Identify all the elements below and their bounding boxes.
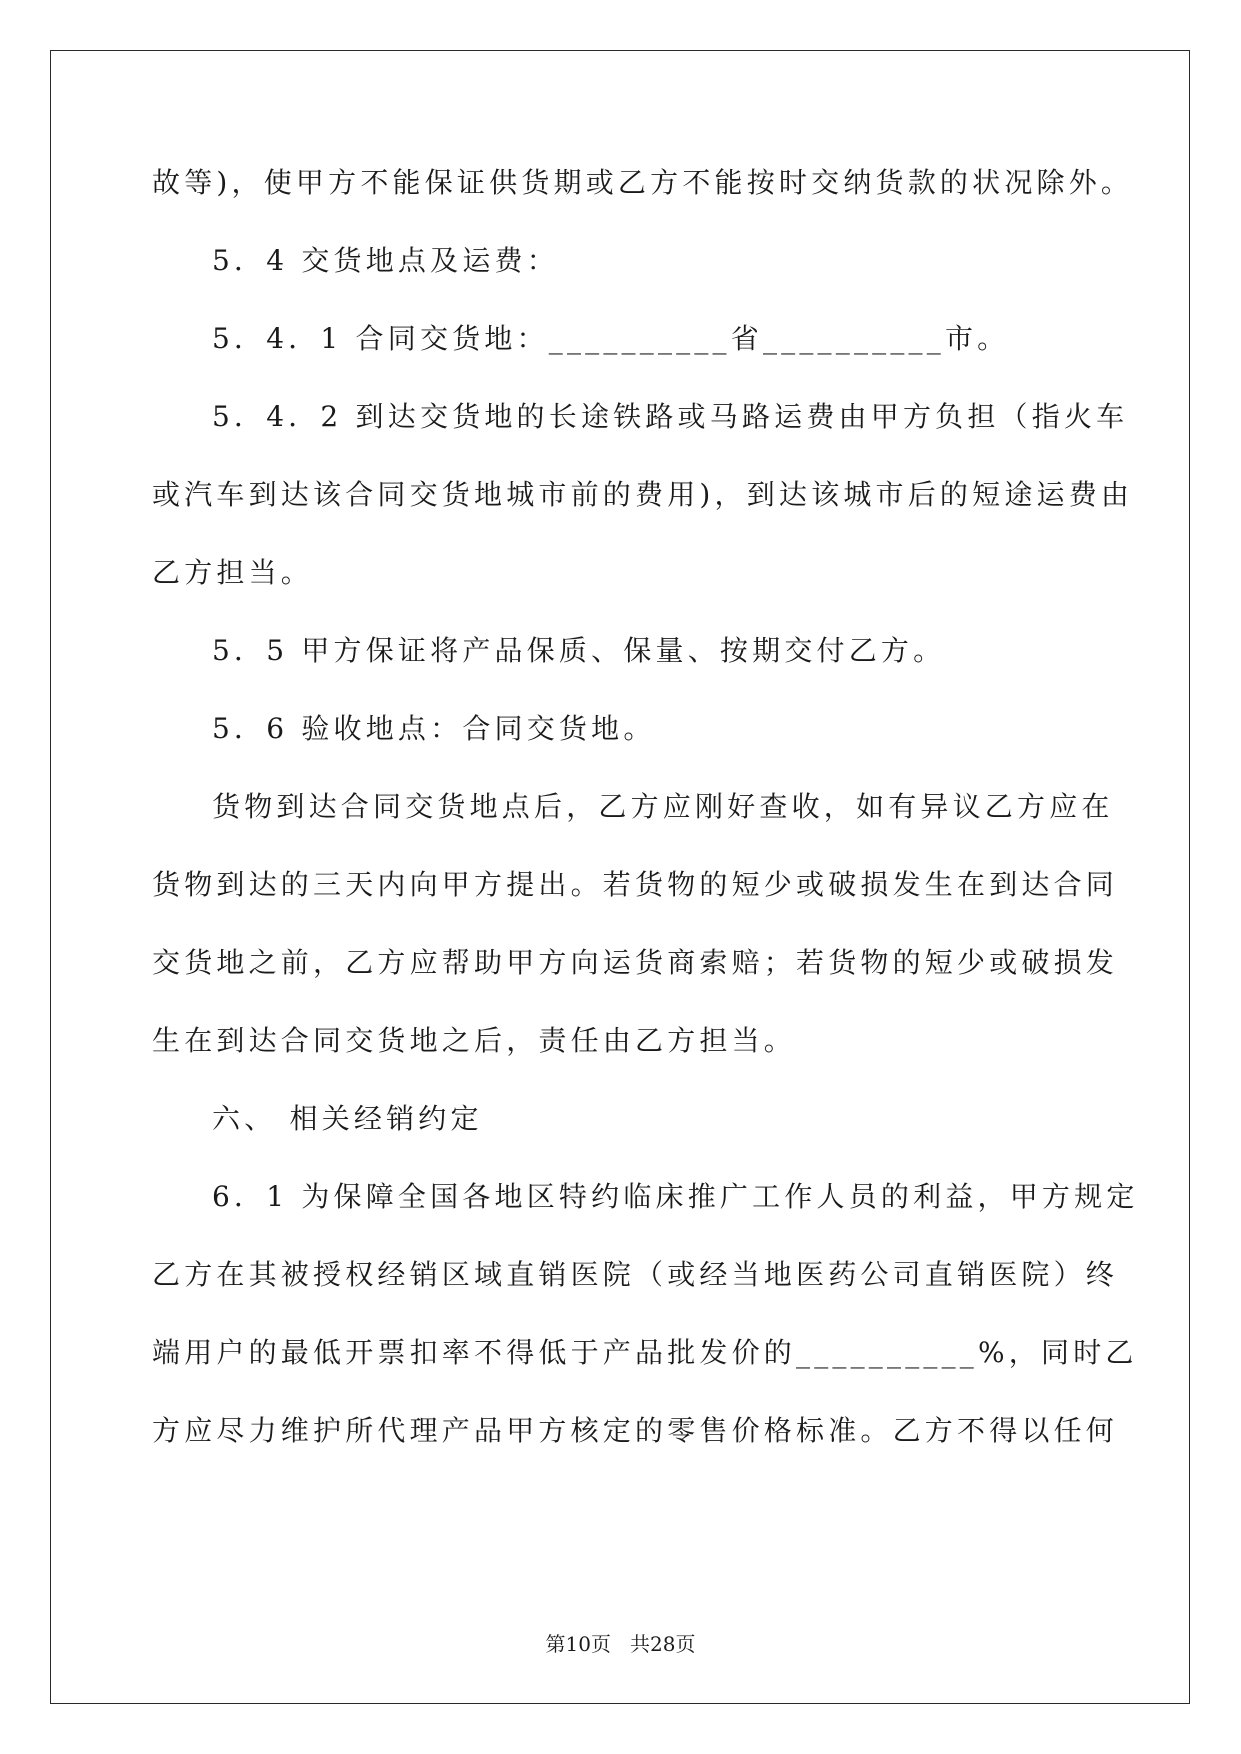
text-line: 6．1 为保障全国各地区特约临床推广工作人员的利益，甲方规定 [212,1180,1139,1213]
text-line: 故等)，使甲方不能保证供货期或乙方不能按时交纳货款的状况除外。 [152,166,1134,199]
text-line: 货物到达合同交货地点后，乙方应刚好查收，如有异议乙方应在 [212,790,1114,823]
section-heading: 六、 相关经销约定 [212,1102,483,1135]
text-line: 乙方担当。 [152,556,314,589]
document-body [152,160,1139,1486]
text-line: 交货地之前，乙方应帮助甲方向运货商索赔；若货物的短少或破损发 [152,946,1119,979]
total-suffix: 页 [675,1632,696,1656]
text-line: 货物到达的三天内向甲方提出。若货物的短少或破损发生在到达合同 [152,868,1119,901]
text-line: 5．4．2 到达交货地的长途铁路或马路运费由甲方负担（指火车 [212,400,1129,433]
text-line: 或汽车到达该合同交货地城市前的费用)，到达该城市后的短途运费由 [152,478,1134,511]
section-heading: 5．4 交货地点及运费： [212,244,559,277]
page-suffix: 页 [590,1632,611,1656]
text-line: 乙方在其被授权经销区域直销医院（或经当地医药公司直销医院）终 [152,1258,1119,1291]
text-line: 生在到达合同交货地之后，责任由乙方担当。 [152,1024,797,1057]
text-line: 端用户的最低开票扣率不得低于产品批发价的__________%，同时乙 [152,1336,1138,1369]
page-prefix: 第 [545,1632,566,1656]
text-line: 5．4．1 合同交货地：__________省__________市。 [212,322,1010,355]
total-pages: 28 [650,1632,676,1656]
text-line: 5．6 验收地点：合同交货地。 [212,712,656,745]
text-line: 5．5 甲方保证将产品保质、保量、按期交付乙方。 [212,634,946,667]
page-number: 10 [565,1632,591,1656]
total-prefix: 共 [630,1632,651,1656]
page-footer [0,1628,1241,1657]
text-line: 方应尽力维护所代理产品甲方核定的零售价格标准。乙方不得以任何 [152,1414,1119,1447]
